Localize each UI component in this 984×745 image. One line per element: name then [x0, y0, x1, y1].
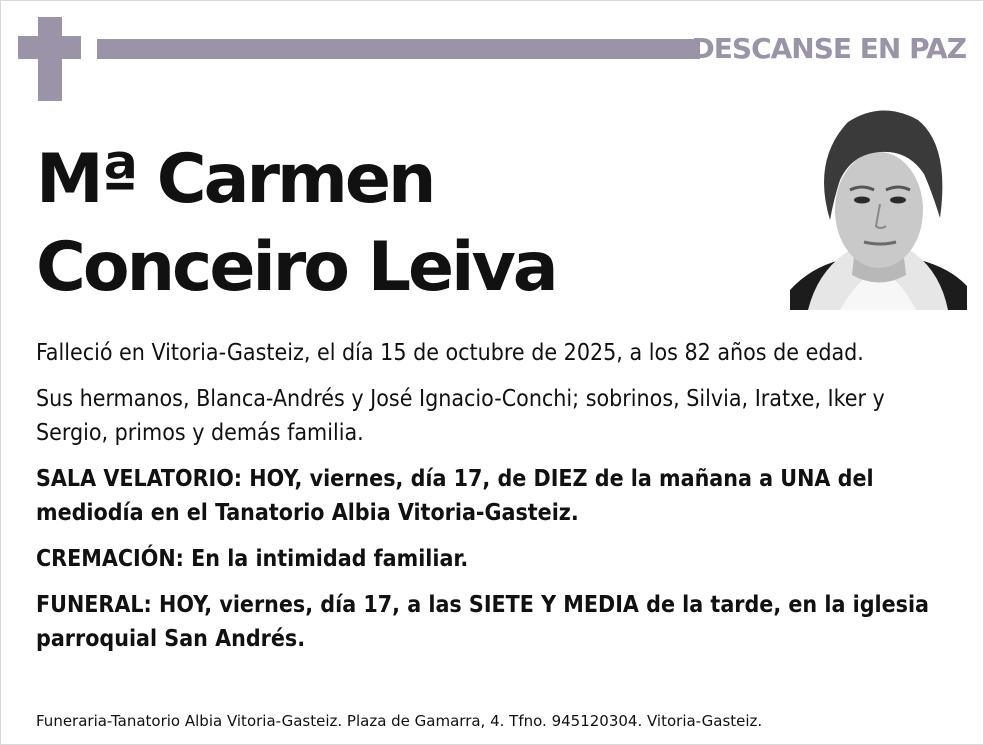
cross-horizontal-bar — [18, 36, 81, 59]
rip-label: DESCANSE EN PAZ — [691, 32, 966, 65]
funeral-paragraph: FUNERAL: HOY, viernes, día 17, a las SIETE Y MEDIA de la tarde, en la iglesia parroquial San Andrés. — [36, 592, 930, 652]
portrait-photo — [790, 100, 967, 310]
funeral-home-footer: Funeraria-Tanatorio Albia Vitoria-Gasteiz. Plaza de Gamarra, 4. Tfno. 945120304. Vitoria-Gasteiz. — [36, 712, 763, 730]
name-line-2: Conceiro Leiva — [36, 228, 556, 307]
cross-vertical-bar — [38, 17, 62, 101]
family-paragraph: Sus hermanos, Blanca-Andrés y José Ignacio-Conchi; sobrinos, Silvia, Iratxe, Iker y Sergio, primos y demás familia. — [36, 386, 885, 446]
cremation-paragraph: CREMACIÓN: En la intimidad familiar. — [36, 546, 469, 572]
death-paragraph: Falleció en Vitoria-Gasteiz, el día 15 de octubre de 2025, a los 82 años de edad. — [36, 340, 864, 366]
obituary-body — [36, 336, 956, 668]
deceased-name — [36, 136, 556, 312]
wake-paragraph: SALA VELATORIO: HOY, viernes, día 17, de DIEZ de la mañana a UNA del mediodía en el Tanatorio Albia Vitoria-Gasteiz. — [36, 466, 874, 526]
name-line-1: Mª Carmen — [36, 140, 434, 219]
header-bar — [97, 39, 700, 59]
